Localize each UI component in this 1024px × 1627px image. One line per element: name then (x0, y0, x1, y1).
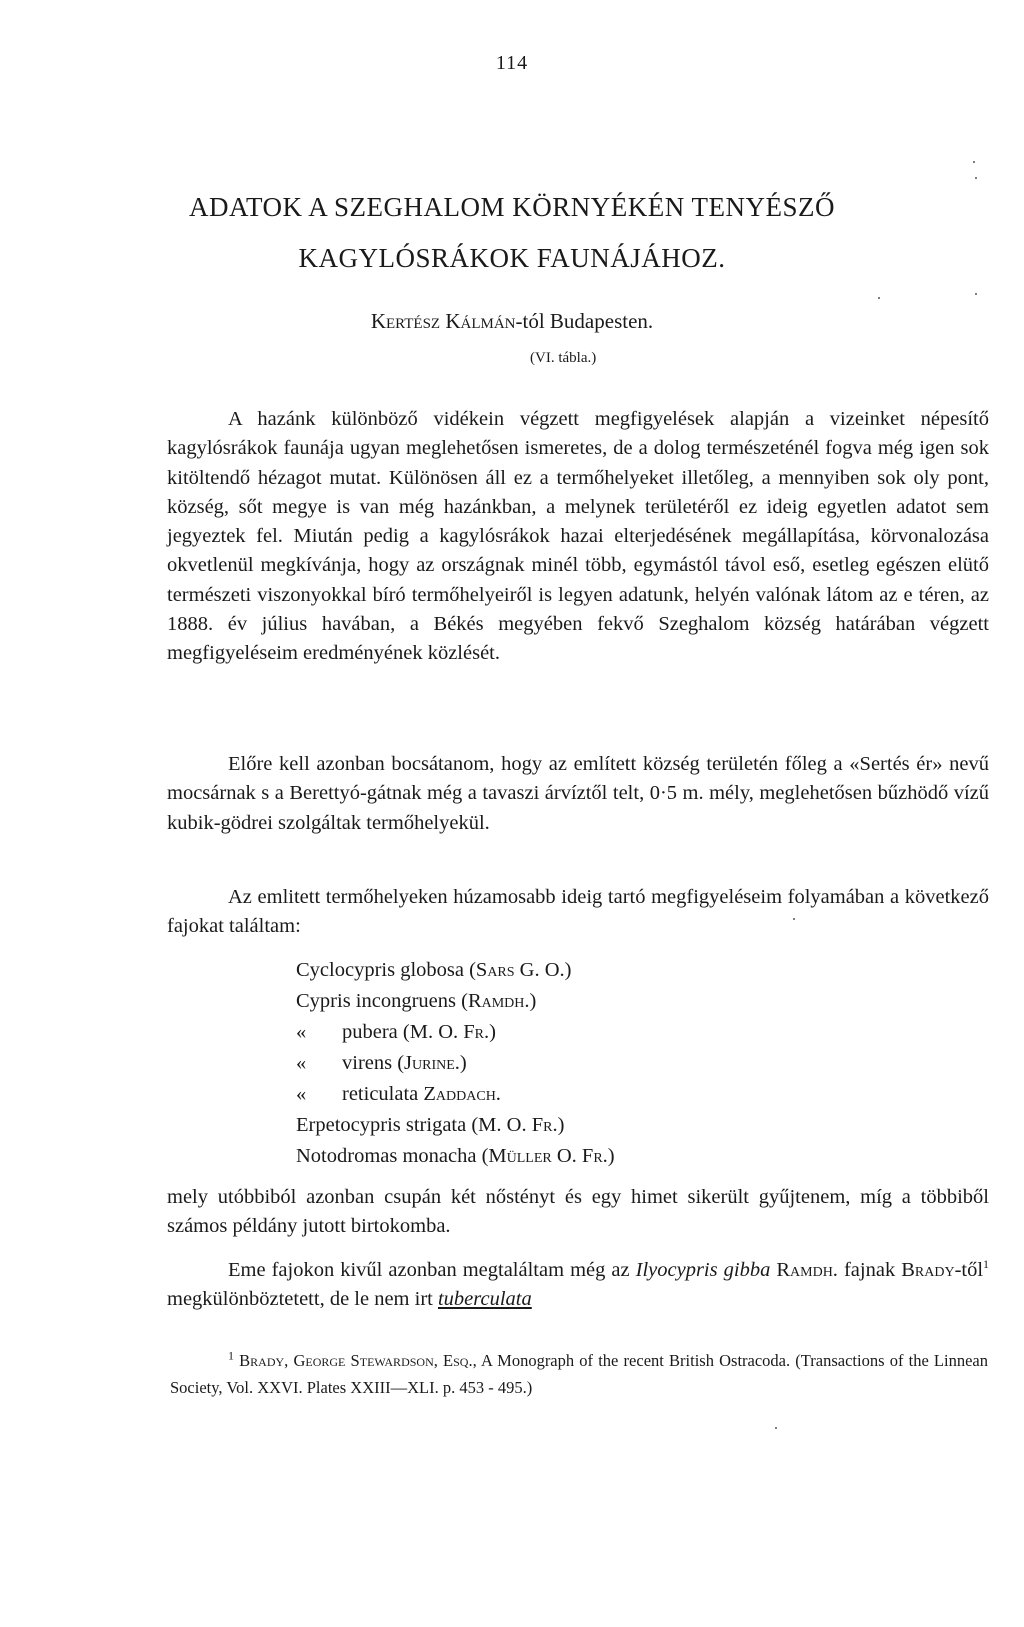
species-list (296, 955, 615, 1172)
species-italic: Ilyocypris gibba (635, 1259, 771, 1281)
footnote-text: , A Monograph of the recent British Ostracoda. (Transactions of the Linnean Society, Vol. XXVI. Plates XXIII—XLI. p. 453 - 495.) (170, 1351, 988, 1397)
species-name: Cyclocypris globosa (296, 959, 464, 981)
species-name: reticulata (342, 1083, 419, 1105)
species-italic: tuberculata (437, 1288, 532, 1311)
species-row (296, 1079, 615, 1110)
page-number: 114 (495, 52, 529, 74)
ditto-mark: « (296, 1083, 307, 1105)
species-authority: (Ramdh.) (461, 990, 537, 1012)
body-paragraph-1 (167, 405, 989, 669)
author-suffix: -tól Budapesten. (515, 309, 654, 333)
plate-reference: (VI. tábla.) (530, 350, 597, 366)
species-name: Erpetocypris strigata (296, 1114, 467, 1136)
species-name: pubera (342, 1021, 398, 1043)
ditto-mark: « (296, 1052, 307, 1074)
species-authority: (M. O. Fr.) (402, 1021, 496, 1043)
footnote-number: 1 (228, 1348, 234, 1363)
paragraph-4-text: mely utóbbiból azonban csupán két nőstényt és egy himet sikerült gyűjtenem, míg a többiből számos példány jutott birtokomba. (167, 1186, 989, 1238)
species-authority: (M. O. Fr.) (471, 1114, 565, 1136)
species-authority: (Jurine.) (397, 1052, 467, 1074)
footnote (170, 1347, 988, 1401)
paragraph-2-text: Előre kell azonban bocsátanom, hogy az említett község területén főleg a «Sertés ér» nevű mocsárnak s a Berettyó-gátnak még a tavaszi árvíztől telt, 0·5 m. mély, meglehetősen bűzhödő vízű kubik-gödrei szolgáltak termőhelyekül. (167, 753, 989, 834)
speck (973, 161, 975, 163)
species-row (296, 955, 615, 986)
ditto-mark: « (296, 1021, 307, 1043)
author-name: Kertész Kálmán (370, 309, 516, 333)
paragraph-5-text: megkülönböztetett, de le nem irt (167, 1288, 433, 1311)
body-paragraph-4 (167, 1183, 989, 1242)
author-line (0, 309, 1024, 334)
paragraph-5-text: fajnak (843, 1259, 896, 1281)
speck (793, 918, 795, 920)
species-authority: Zaddach. (423, 1083, 501, 1105)
body-paragraph-3 (167, 883, 989, 942)
species-authority: Ramdh. (776, 1259, 838, 1281)
author-reference: Brady (901, 1259, 955, 1281)
paragraph-5-text: -től (954, 1259, 984, 1281)
article-title-line1: ADATOK A SZEGHALOM KÖRNYÉKÉN TENYÉSZŐ (189, 192, 835, 222)
species-row (296, 1017, 615, 1048)
species-row (296, 1048, 615, 1079)
speck (878, 297, 880, 299)
species-name: Notodromas monacha (296, 1145, 477, 1167)
speck (975, 293, 977, 295)
species-name: Cypris incongruens (296, 990, 456, 1012)
species-name: virens (342, 1052, 393, 1074)
paragraph-5-text: Eme fajokon kivűl azonban megtaláltam még az (228, 1259, 630, 1281)
species-authority: (Sars G. O.) (469, 959, 572, 981)
speck (775, 1427, 777, 1429)
body-paragraph-2 (167, 750, 989, 838)
species-row (296, 1110, 615, 1141)
paragraph-3-text: Az emlitett termőhelyeken húzamosabb ideig tartó megfigyeléseim folyamában a következő fajokat találtam: (167, 886, 989, 938)
footnote-author: Brady, George Stewardson, Esq. (239, 1351, 473, 1370)
species-row (296, 986, 615, 1017)
footnote-marker: 1 (983, 1257, 990, 1272)
paragraph-1-text: A hazánk különböző vidékein végzett megfigyelések alapján a vizeinket népesítő kagylósrákok faunája ugyan meglehetősen ismeretes, de a dolog természeténél fogva még igen sok kitöltendő hézagot mutat. Különösen áll ez a termőhelyeket illetőleg, a mennyiben sok oly pont, község, sőt megye is van még hazánkban, a melynek területéről ez ideig egyetlen adatot sem jegyeztek fel. Miután pedig a kagylósrákok hazai elterjedésének megállapítása, körvonalozása okvetlenül megkívánja, hogy az országnak minél több, egymástól távol eső, esetleg egészen elütő természeti viszonyokkal bíró termőhelyeiről is legyen adatunk, helyén valónak látom az e téren, az 1888. év július havában, a Békés megyében fekvő Szeghalom község határában végzett megfigyeléseim eredményének közlését. (167, 408, 989, 665)
body-paragraph-5 (167, 1256, 989, 1315)
speck (975, 177, 977, 179)
species-authority: (Müller O. Fr.) (481, 1145, 615, 1167)
species-row (296, 1141, 615, 1172)
article-title-line2: KAGYLÓSRÁKOK FAUNÁJÁHOZ. (298, 243, 726, 273)
